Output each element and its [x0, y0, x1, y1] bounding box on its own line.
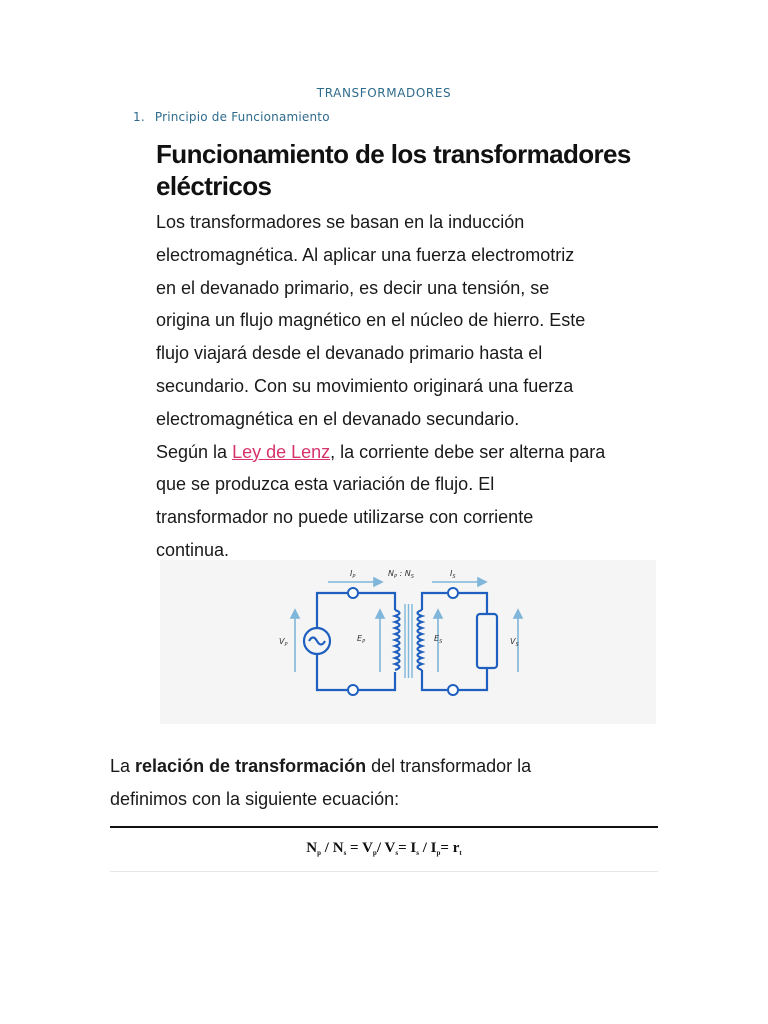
- paragraph-line: en el devanado primario, es decir una tensión, se: [156, 277, 550, 298]
- document-title: TRANSFORMADORES: [316, 86, 452, 100]
- label-vs: $V_S$: [510, 637, 519, 648]
- paragraph-line: que se produzca esta variación de flujo. El: [156, 474, 495, 495]
- body-paragraph: [156, 206, 716, 567]
- table-bottom-rule: [110, 871, 658, 872]
- paragraph-line: Los transformadores se basan en la inducción: [156, 212, 525, 232]
- toc-label: Principio de Funcionamiento: [154, 110, 330, 124]
- paragraph-line: La relación de transformación del transformador la: [110, 756, 532, 776]
- ley-de-lenz-link[interactable]: Ley de Lenz: [232, 441, 331, 462]
- paragraph-line: secundario. Con su movimiento originará una fuerza: [156, 375, 574, 396]
- paragraph-line: definimos con la siguiente ecuación:: [110, 788, 400, 809]
- transformer-circuit-svg: [160, 560, 656, 724]
- paragraph-line: electromagnética en el devanado secundario.: [156, 408, 520, 429]
- heading-line-1: Funcionamiento de los transformadores: [156, 139, 631, 169]
- toc-number: 1.: [133, 110, 145, 124]
- table-top-rule: [110, 826, 658, 828]
- label-ep: $E_P$: [357, 634, 366, 645]
- paragraph-line: transformador no puede utilizarse con corriente: [156, 507, 534, 528]
- paragraph-line: Según la Ley de Lenz, la corriente debe ser alterna para: [156, 441, 606, 462]
- heading-line-2: eléctricos: [156, 171, 272, 201]
- label-ip: $I_P$: [350, 569, 356, 580]
- section-heading: [156, 138, 716, 202]
- paragraph-line: origina un flujo magnético en el núcleo de hierro. Este: [156, 310, 586, 331]
- paragraph-line: electromagnética. Al aplicar una fuerza electromotriz: [156, 244, 575, 265]
- label-ratio: $N_P$ : $N_S$: [388, 569, 414, 580]
- toc-item-principio[interactable]: [133, 110, 330, 124]
- ratio-equation: $N_p / N_s = V_p/$ $V_s= I_s / I_p= r_t$: [306, 840, 462, 857]
- transformer-diagram: [160, 560, 656, 724]
- bold-term: relación de transformación: [135, 756, 367, 776]
- paragraph-line: continua.: [156, 539, 230, 560]
- paragraph-line: flujo viajará desde el devanado primario hasta el: [156, 343, 543, 364]
- label-is: $I_S$: [450, 569, 456, 580]
- ratio-paragraph: [110, 750, 670, 816]
- label-es: $E_S$: [434, 634, 443, 645]
- label-vp: $V_P$: [279, 637, 288, 648]
